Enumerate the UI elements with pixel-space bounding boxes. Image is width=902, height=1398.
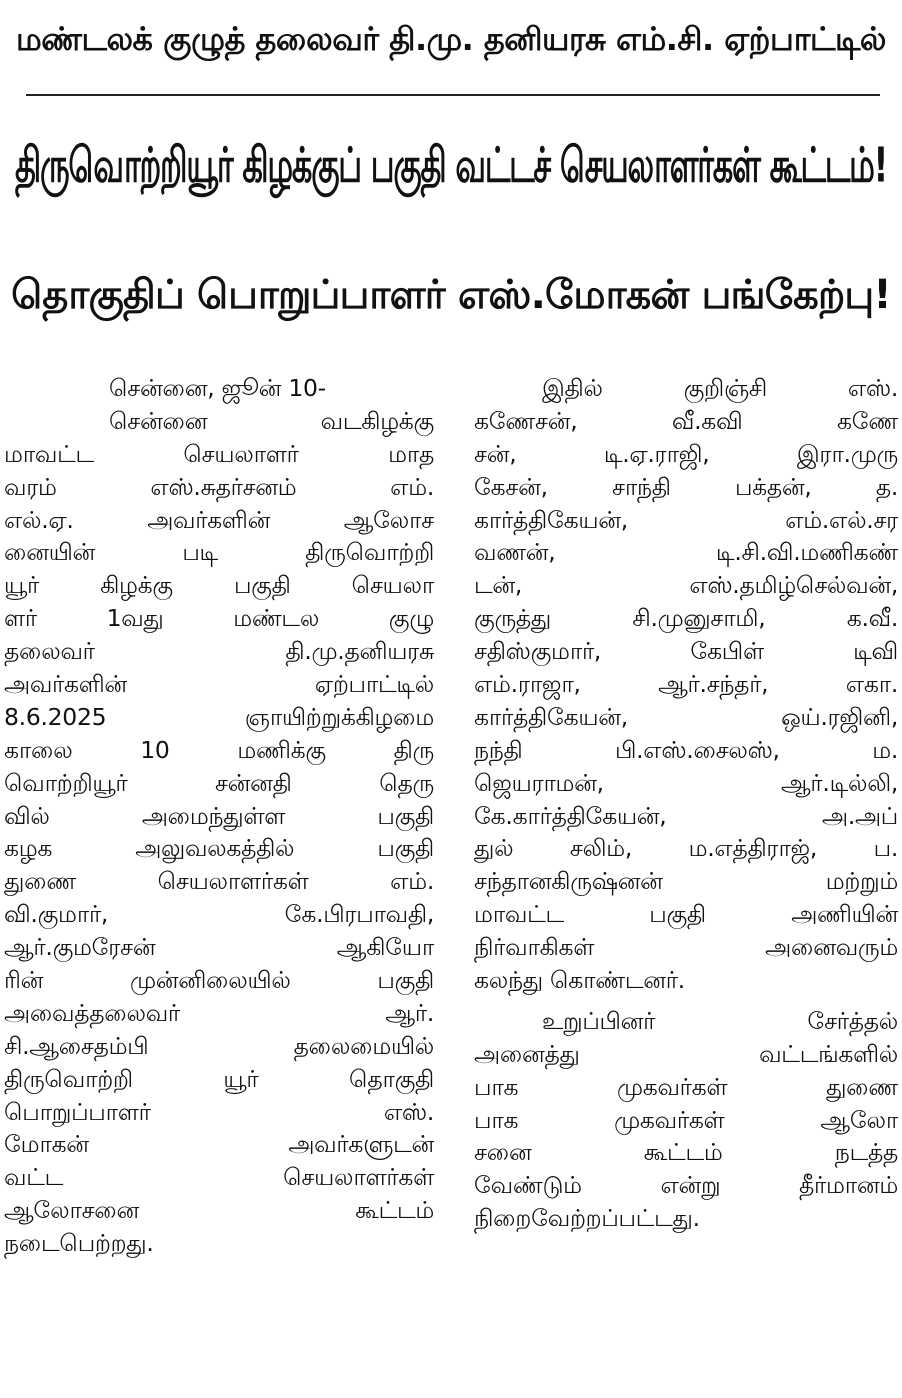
body-line: வட்ட செயலாளர்கள் bbox=[4, 1163, 434, 1192]
body-line: கணேசன், வீ.கவி கணே bbox=[474, 406, 898, 435]
body-line: ஆலோசனை கூட்டம் bbox=[4, 1196, 434, 1225]
body-line: ளர் 1வது மண்டல குழு bbox=[4, 604, 434, 633]
body-line: சதிஸ்குமார், கேபிள் டிவி bbox=[474, 637, 898, 666]
body-line: 8.6.2025 ஞாயிற்றுக்கிழமை bbox=[4, 702, 434, 731]
body-line: நடைபெற்றது. bbox=[4, 1229, 154, 1258]
body-line: டன், எஸ்.தமிழ்செல்வன், bbox=[474, 571, 898, 600]
body-line: வி.குமார், கே.பிரபாவதி, bbox=[4, 900, 434, 929]
body-line: பொறுப்பாளர் எஸ். bbox=[4, 1097, 434, 1126]
body-line: நிறைவேற்றப்பட்டது. bbox=[474, 1204, 700, 1233]
body-line: வரம் எஸ்.சுதர்சனம் எம். bbox=[4, 472, 434, 501]
body-line: நிர்வாகிகள் அனைவரும் bbox=[474, 933, 898, 962]
body-line: ஜெயராமன், ஆர்.டில்லி, bbox=[474, 768, 898, 797]
body-line: காலை 10 மணிக்கு திரு bbox=[4, 735, 434, 764]
dateline: சென்னை, ஜூன் 10- bbox=[109, 374, 326, 402]
body-line: சன், டி.ஏ.ராஜி, இரா.முரு bbox=[474, 439, 898, 468]
body-line: மாவட்ட பகுதி அணியின் bbox=[474, 900, 898, 929]
body-line: சென்னை வடகிழக்கு bbox=[109, 406, 434, 435]
body-line: வேண்டும் என்று தீர்மானம் bbox=[474, 1171, 898, 1200]
headline: திருவொற்றியூர் கிழக்குப் பகுதி வட்டச் செயலாளர்கள் கூட்டம்! bbox=[14, 136, 888, 194]
body-line: மாவட்ட செயலாளர் மாத bbox=[4, 439, 434, 468]
body-line: கார்த்திகேயன், ஒய்.ரஜினி, bbox=[474, 702, 898, 731]
body-line: துல் சலிம், ம.எத்திராஜ், ப. bbox=[474, 834, 898, 863]
body-line: சந்தானகிருஷ்னன் மற்றும் bbox=[474, 867, 898, 896]
body-line: வில் அமைந்துள்ள பகுதி bbox=[4, 801, 434, 830]
body-line: உறுப்பினர் சேர்த்தல் bbox=[542, 1006, 898, 1035]
body-line: அனைத்து வட்டங்களில் bbox=[474, 1039, 898, 1068]
body-line: ஆர்.குமரேசன் ஆகியோ bbox=[4, 933, 434, 962]
body-line: வொற்றியூர் சன்னதி தெரு bbox=[4, 768, 434, 797]
body-line: மோகன் அவர்களுடன் bbox=[4, 1130, 434, 1159]
body-line: சனை கூட்டம் நடத்த bbox=[474, 1138, 898, 1167]
body-line: கழக அலுவலகத்தில் பகுதி bbox=[4, 834, 434, 863]
body-line: னையின் படி திருவொற்றி bbox=[4, 538, 434, 567]
body-line: கார்த்திகேயன், எம்.எல்.சர bbox=[474, 505, 898, 534]
body-line: வணன், டி.சி.வி.மணிகண் bbox=[474, 538, 898, 567]
body-line: பாக முகவர்கள் துணை bbox=[474, 1072, 898, 1101]
body-column-left bbox=[4, 372, 434, 1260]
body-line: கேசன், சாந்தி பக்தன், த. bbox=[474, 472, 898, 501]
body-line: எல்.ஏ. அவர்களின் ஆலோச bbox=[4, 505, 434, 534]
body-line: யூர் கிழக்கு பகுதி செயலா bbox=[4, 571, 434, 600]
body-line: தலைவர் தி.மு.தனியரசு bbox=[4, 637, 434, 666]
body-line: எம்.ராஜா, ஆர்.சந்தர், எகா. bbox=[474, 670, 898, 699]
body-line: கலந்து கொண்டனர். bbox=[474, 966, 685, 995]
body-line: அவைத்தலைவர் ஆர். bbox=[4, 998, 434, 1027]
body-line: கே.கார்த்திகேயன், அ.அப் bbox=[474, 801, 898, 830]
body-line: சி.ஆசைதம்பி தலைமையில் bbox=[4, 1031, 434, 1060]
body-line: பாக முகவர்கள் ஆலோ bbox=[474, 1105, 898, 1134]
paragraph-gap bbox=[474, 997, 898, 1005]
kicker-line: மண்டலக் குழுத் தலைவர் தி.மு. தனியரசு எம்.சி. ஏற்பாட்டில் bbox=[16, 20, 886, 58]
body-column-right bbox=[474, 372, 898, 1235]
body-line: நந்தி பி.எஸ்.சைலஸ், ம. bbox=[474, 735, 898, 764]
subheadline: தொகுதிப் பொறுப்பாளர் எஸ்.மோகன் பங்கேற்பு! bbox=[11, 272, 891, 318]
body-line: திருவொற்றி யூர் தொகுதி bbox=[4, 1064, 434, 1093]
body-line: குருத்து சி.முனுசாமி, க.வீ. bbox=[474, 604, 898, 633]
body-line: துணை செயலாளர்கள் எம். bbox=[4, 867, 434, 896]
body-line: அவர்களின் ஏற்பாட்டில் bbox=[4, 670, 434, 699]
body-line: இதில் குறிஞ்சி எஸ். bbox=[542, 374, 898, 402]
body-line: ரின் முன்னிலையில் பகுதி bbox=[4, 966, 434, 995]
